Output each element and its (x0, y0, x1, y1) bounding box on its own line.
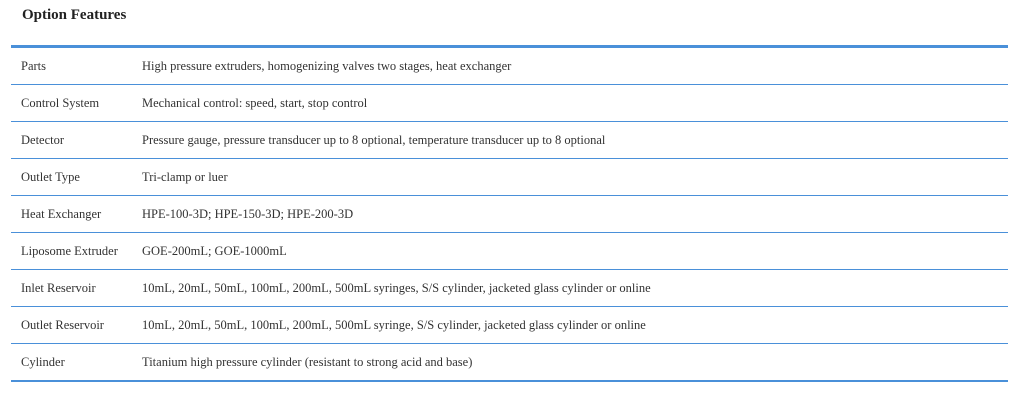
table-row (11, 159, 1008, 196)
row-value: GOE-200mL; GOE-1000mL (142, 233, 1008, 270)
row-value: Tri-clamp or luer (142, 159, 1008, 196)
table-row (11, 196, 1008, 233)
row-value: 10mL, 20mL, 50mL, 100mL, 200mL, 500mL syringes, S/S cylinder, jacketed glass cylinder or online (142, 270, 1008, 307)
table-row (11, 85, 1008, 122)
table-row (11, 344, 1008, 382)
row-label: Inlet Reservoir (11, 270, 142, 307)
section-title: Option Features (22, 7, 127, 23)
row-label: Cylinder (21, 355, 65, 369)
row-label: Control System (11, 85, 142, 122)
row-value: Titanium high pressure cylinder (resistant to strong acid and base) (142, 355, 473, 369)
row-value: Mechanical control: speed, start, stop control (142, 85, 1008, 122)
row-label: Heat Exchanger (11, 196, 142, 233)
row-label: Outlet Type (11, 159, 142, 196)
row-label: Liposome Extruder (11, 233, 142, 270)
row-label: Parts (11, 47, 142, 85)
table-row (11, 233, 1008, 270)
row-value: 10mL, 20mL, 50mL, 100mL, 200mL, 500mL syringe, S/S cylinder, jacketed glass cylinder or online (142, 307, 1008, 344)
row-value: High pressure extruders, homogenizing valves two stages, heat exchanger (142, 47, 1008, 85)
row-label: Detector (11, 122, 142, 159)
table-row (11, 307, 1008, 344)
row-label: Outlet Reservoir (11, 307, 142, 344)
option-features-table (11, 45, 1008, 382)
table-row (11, 270, 1008, 307)
table-row (11, 47, 1008, 85)
row-value: Pressure gauge, pressure transducer up to 8 optional, temperature transducer up to 8 optional (142, 122, 1008, 159)
row-value: HPE-100-3D; HPE-150-3D; HPE-200-3D (142, 196, 1008, 233)
table-row (11, 122, 1008, 159)
